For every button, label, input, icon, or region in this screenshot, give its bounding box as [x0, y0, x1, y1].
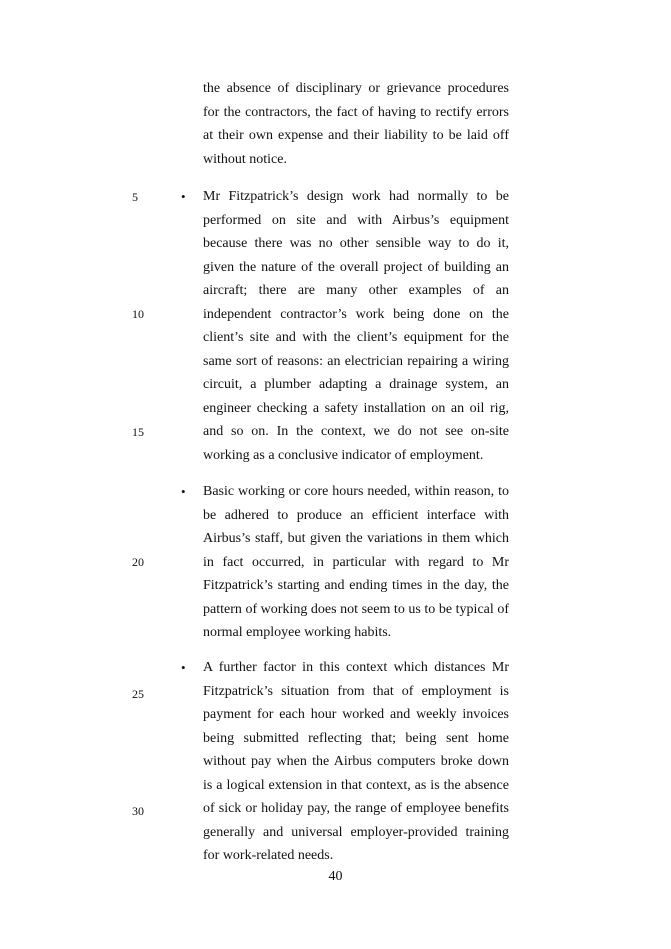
page-number: 40 — [328, 869, 343, 884]
line-number: 25 — [132, 687, 144, 701]
paragraph-payment: A further factor in this context which distances Mr Fitzpatrick’s situation from that of employment is payment for each hour worked and weekly invoices being submitted reflecting that; being sent home without pay when the Airbus computers broke down is a logical extension in that context, as is the absence of sick or holiday pay, the range of employee benefits generally and universal employer-provided training for work-related needs. — [203, 660, 509, 863]
line-number: 10 — [132, 307, 144, 321]
bullet-icon: • — [181, 660, 186, 675]
bullet-icon: • — [181, 189, 186, 204]
paragraph-on-site-working: Mr Fitzpatrick’s design work had normally to be performed on site and with Airbus’s equipment because there was no other sensible way to do it, given the nature of the overall project of building an aircraft; there are many other examples of an independent contractor’s work being done on the client’s site and with the client’s equipment for the same sort of reasons: an electrician repairing a wiring circuit, a plumber adapting a drainage system, an engineer checking a safety installation on an oil rig, and so on. In the context, we do not see on-site working as a conclusive indicator of employment. — [203, 189, 509, 463]
bullet-icon: • — [181, 484, 186, 499]
paragraph-core-hours: Basic working or core hours needed, within reason, to be adhered to produce an efficient interface with Airbus’s staff, but given the variations in them which in fact occurred, in particular with regard to Mr Fitzpatrick’s starting and ending times in the day, the pattern of working does not seem to us to be typical of normal employee working habits. — [203, 484, 509, 640]
line-number: 15 — [132, 425, 144, 439]
line-number: 20 — [132, 555, 144, 569]
line-number: 30 — [132, 804, 144, 818]
paragraph-continuation: the absence of disciplinary or grievance procedures for the contractors, the fact of having to rectify errors at their own expense and their liability to be laid off without notice. — [203, 81, 509, 167]
line-number: 5 — [132, 190, 138, 204]
